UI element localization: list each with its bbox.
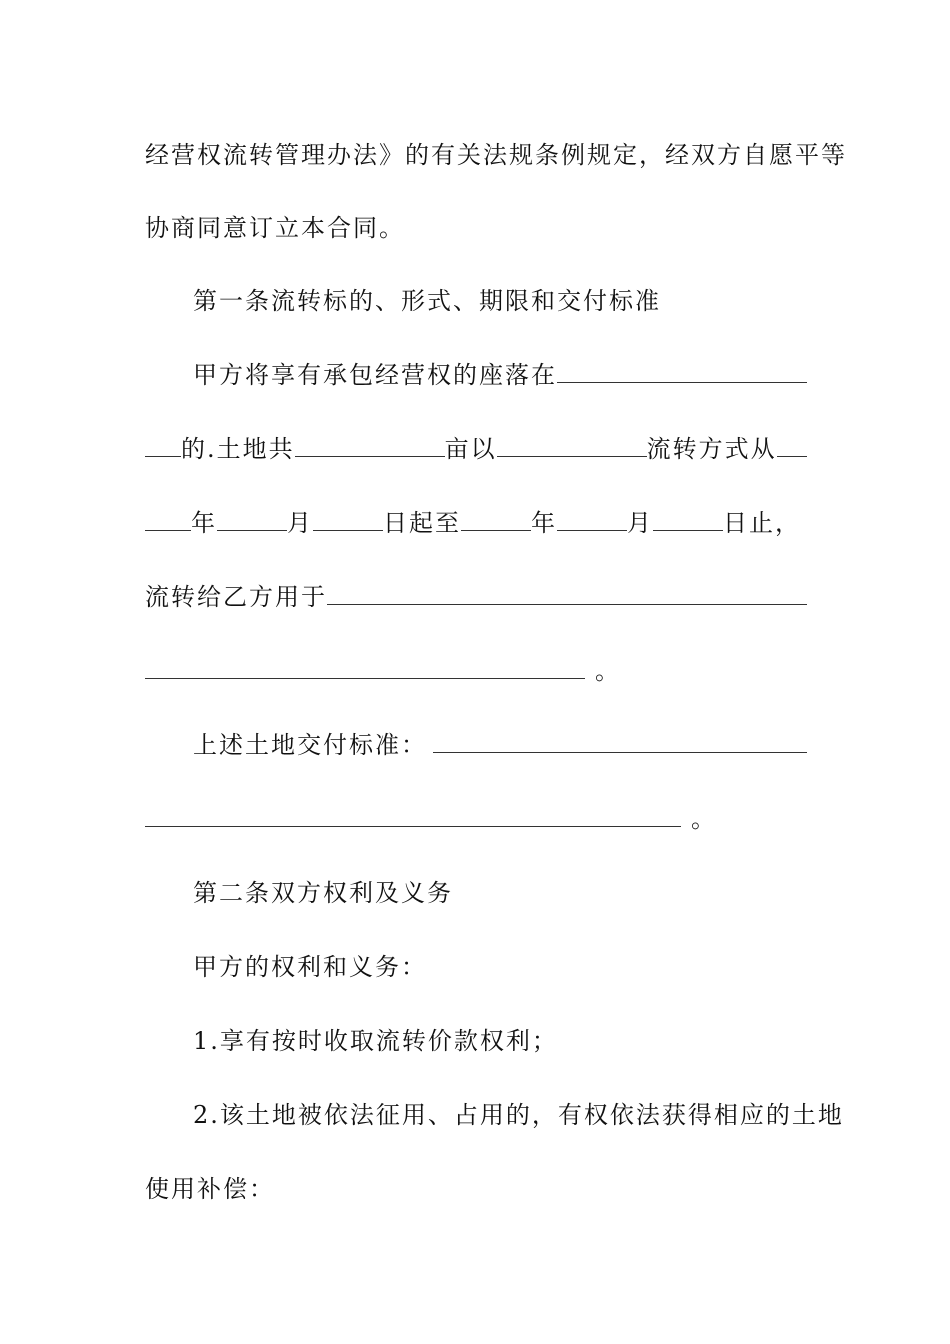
start-day-label: 日起至 bbox=[383, 509, 461, 537]
article-2-heading: 第二条双方权利及义务 bbox=[193, 879, 453, 907]
article-1-heading: 第一条流转标的、形式、期限和交付标准 bbox=[193, 287, 661, 315]
start-day-blank[interactable] bbox=[313, 508, 383, 531]
party-a-rights-heading: 甲方的权利和义务： bbox=[193, 953, 427, 981]
transfer-from-label: 流转方式从 bbox=[646, 435, 777, 463]
land-area-label: 的.土地共 bbox=[181, 435, 295, 463]
land-use-line-cont bbox=[145, 653, 807, 689]
land-location-blank-cont[interactable] bbox=[145, 434, 181, 457]
delivery-standard-blank[interactable] bbox=[433, 730, 807, 753]
delivery-standard-label: 上述土地交付标准： bbox=[193, 731, 427, 759]
end-year-label: 年 bbox=[531, 509, 557, 537]
end-month-label: 月 bbox=[627, 509, 653, 537]
land-area-blank[interactable] bbox=[295, 434, 445, 457]
transfer-mode-label: 亩以 bbox=[444, 435, 497, 463]
land-use-label: 流转给乙方用于 bbox=[145, 583, 327, 611]
land-use-period: 。 bbox=[595, 657, 621, 685]
start-month-blank[interactable] bbox=[217, 508, 287, 531]
end-year-blank[interactable] bbox=[461, 508, 531, 531]
land-area-line bbox=[145, 431, 807, 467]
start-year-label: 年 bbox=[191, 509, 217, 537]
party-a-right-1: 1.享有按时收取流转价款权利； bbox=[193, 1027, 558, 1055]
transfer-period-line bbox=[145, 505, 807, 541]
paragraph-line-2: 协商同意订立本合同。 bbox=[145, 214, 405, 242]
start-month-label: 月 bbox=[287, 509, 313, 537]
end-month-blank[interactable] bbox=[557, 508, 627, 531]
transfer-mode-blank[interactable] bbox=[497, 434, 647, 457]
start-year-blank[interactable] bbox=[145, 508, 191, 531]
delivery-standard-line bbox=[193, 727, 807, 763]
end-day-label: 日止， bbox=[723, 509, 801, 537]
delivery-standard-blank-cont[interactable] bbox=[145, 804, 681, 827]
delivery-standard-period: 。 bbox=[691, 805, 717, 833]
party-a-right-2: 2.该土地被依法征用、占用的，有权依法获得相应的土地 bbox=[193, 1101, 844, 1129]
party-a-right-2-cont: 使用补偿： bbox=[145, 1175, 275, 1203]
land-location-label: 甲方将享有承包经营权的座落在 bbox=[193, 361, 557, 389]
end-day-blank[interactable] bbox=[653, 508, 723, 531]
land-use-blank[interactable] bbox=[327, 582, 807, 605]
start-year-blank-start[interactable] bbox=[777, 434, 807, 457]
land-location-blank[interactable] bbox=[557, 360, 807, 383]
paragraph-line-1: 经营权流转管理办法》的有关法规条例规定，经双方自愿平等 bbox=[145, 141, 847, 169]
land-location-line bbox=[193, 357, 807, 393]
land-use-line bbox=[145, 579, 807, 615]
delivery-standard-line-cont bbox=[145, 801, 807, 837]
land-use-blank-cont[interactable] bbox=[145, 656, 585, 679]
